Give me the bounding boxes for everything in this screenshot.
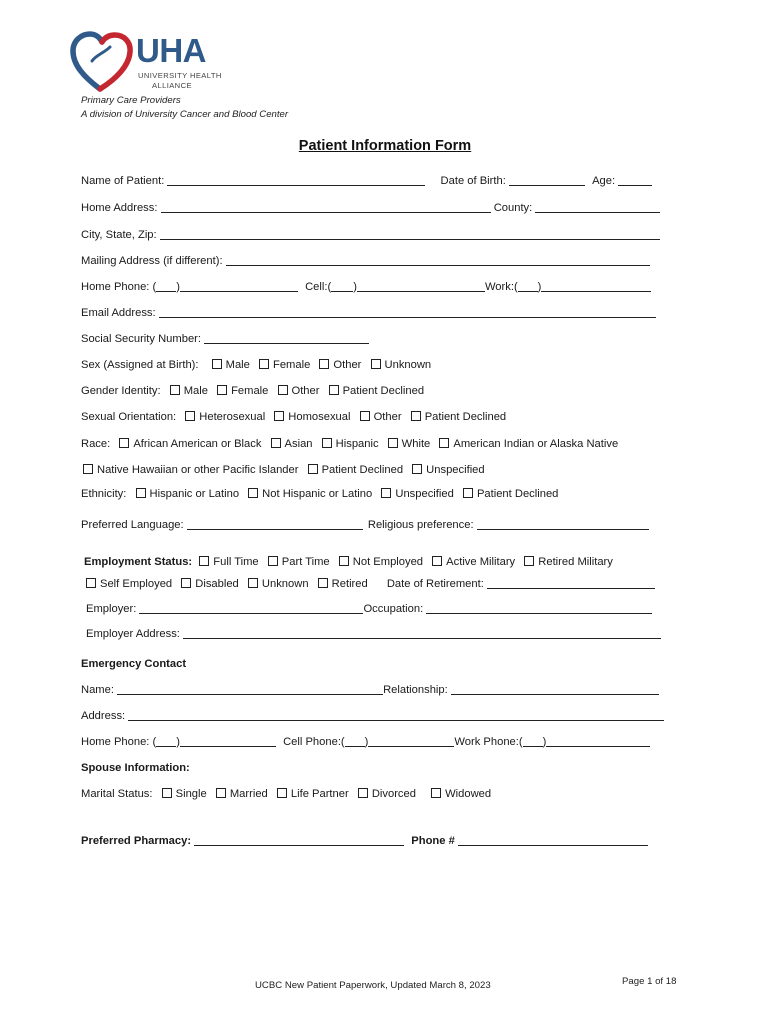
row-marital xyxy=(81,787,491,801)
option-label: African American or Black xyxy=(133,438,262,450)
pharmacy-phone-input-line[interactable] xyxy=(458,834,648,846)
ssn-input-line[interactable] xyxy=(204,332,369,344)
label-religion: Religious preference: xyxy=(367,519,474,531)
work-area-line[interactable] xyxy=(518,280,538,292)
email-input-line[interactable] xyxy=(159,306,656,318)
paren-close: ) xyxy=(353,281,357,293)
language-input-line[interactable] xyxy=(187,518,363,530)
relationship-input-line[interactable] xyxy=(451,683,659,695)
checkbox-gender-declined[interactable] xyxy=(329,385,339,395)
label-phone-number: Phone # xyxy=(411,835,455,847)
row-sex xyxy=(81,358,431,372)
checkbox-marital-widowed[interactable] xyxy=(431,788,441,798)
row-ec-phones xyxy=(81,735,650,749)
uha-logo xyxy=(70,31,230,93)
option-label: Other xyxy=(291,385,320,397)
ec-address-input-line[interactable] xyxy=(128,709,664,721)
paren-close: ) xyxy=(537,281,542,293)
option-label: Female xyxy=(231,385,269,397)
option-label: Full Time xyxy=(213,556,259,568)
option-label: Not Employed xyxy=(352,556,424,568)
checkbox-gender-other[interactable] xyxy=(278,385,288,395)
option-label: White xyxy=(401,438,431,450)
label-county: County: xyxy=(493,202,533,214)
employer-input-line[interactable] xyxy=(139,602,363,614)
label-employer-address: Employer Address: xyxy=(86,628,180,640)
checkbox-orientation-declined[interactable] xyxy=(411,411,421,421)
option-label: Unspecified xyxy=(395,488,454,500)
option-label: Unknown xyxy=(261,578,309,590)
label-relationship: Relationship: xyxy=(383,684,448,696)
ec-work-phone-line[interactable] xyxy=(546,735,650,747)
name-input-line[interactable] xyxy=(167,174,425,186)
home-phone-area-line[interactable] xyxy=(156,280,176,292)
checkbox-marital-divorced[interactable] xyxy=(358,788,368,798)
checkbox-race-native-american[interactable] xyxy=(439,438,449,448)
checkbox-ethnicity-not-hispanic[interactable] xyxy=(248,488,258,498)
label-employment: Employment Status: xyxy=(84,556,193,568)
form-title: Patient Information Form xyxy=(298,138,472,154)
row-mailing xyxy=(81,254,650,268)
home-phone-line[interactable] xyxy=(180,280,298,292)
paren-close: ) xyxy=(176,736,180,748)
row-orientation xyxy=(81,410,506,424)
paren-close: ) xyxy=(176,281,180,293)
page-number: Page 1 of 18 xyxy=(622,976,677,987)
retirement-date-input-line[interactable] xyxy=(487,577,655,589)
row-gender xyxy=(81,384,424,398)
checkbox-race-hawaiian[interactable] xyxy=(83,464,93,474)
checkbox-orientation-other[interactable] xyxy=(360,411,370,421)
option-label: Disabled xyxy=(195,578,239,590)
mailing-input-line[interactable] xyxy=(226,254,650,266)
label-city: City, State, Zip: xyxy=(81,229,157,241)
label-ec-home-phone: Home Phone: ( xyxy=(81,736,157,748)
label-ec-address: Address: xyxy=(81,710,126,722)
option-label: Retired xyxy=(331,578,368,590)
label-name: Name of Patient: xyxy=(81,175,165,187)
checkbox-employment-retired-military[interactable] xyxy=(524,556,534,566)
option-label: Native Hawaiian or other Pacific Islander xyxy=(97,464,299,476)
row-employment-2 xyxy=(86,577,655,591)
label-race: Race: xyxy=(81,438,111,450)
religion-input-line[interactable] xyxy=(477,518,649,530)
option-label: Widowed xyxy=(445,788,492,800)
checkbox-employment-active-military[interactable] xyxy=(432,556,442,566)
option-label: Unspecified xyxy=(426,464,485,476)
pharmacy-input-line[interactable] xyxy=(194,834,404,846)
checkbox-marital-married[interactable] xyxy=(216,788,226,798)
work-phone-line[interactable] xyxy=(541,280,651,292)
row-pharmacy xyxy=(81,834,648,848)
employer-address-input-line[interactable] xyxy=(183,627,661,639)
label-ssn: Social Security Number: xyxy=(81,333,201,345)
section-spouse-information: Spouse Information: xyxy=(81,762,190,774)
cell-phone-line[interactable] xyxy=(357,280,485,292)
checkbox-race-unspecified[interactable] xyxy=(412,464,422,474)
label-language: Preferred Language: xyxy=(81,519,184,531)
option-label: Patient Declined xyxy=(342,385,425,397)
paren-close: ) xyxy=(364,736,369,748)
label-age: Age: xyxy=(592,175,616,187)
checkbox-employment-part-time[interactable] xyxy=(268,556,278,566)
label-email: Email Address: xyxy=(81,307,156,319)
row-employer xyxy=(86,602,652,616)
checkbox-race-hispanic[interactable] xyxy=(322,438,332,448)
option-label: Patient Declined xyxy=(424,411,507,423)
checkbox-sex-male[interactable] xyxy=(212,359,222,369)
checkbox-employment-not-employed[interactable] xyxy=(339,556,349,566)
option-label: Unknown xyxy=(384,359,432,371)
label-ec-name: Name: xyxy=(81,684,114,696)
label-ec-work: Work Phone:( xyxy=(454,736,523,748)
checkbox-marital-life-partner[interactable] xyxy=(277,788,287,798)
ec-home-area-line[interactable] xyxy=(156,735,176,747)
occupation-input-line[interactable] xyxy=(426,602,652,614)
option-label: Male xyxy=(183,385,208,397)
row-phones xyxy=(81,280,651,294)
option-label: Other xyxy=(373,411,402,423)
footer-note: UCBC New Patient Paperwork, Updated March 8, 2023 xyxy=(255,980,491,991)
label-ethnicity: Ethnicity: xyxy=(81,488,127,500)
option-label: Divorced xyxy=(371,788,416,800)
logo-subtitle-2: ALLIANCE xyxy=(152,81,192,90)
row-email xyxy=(81,306,656,320)
row-city xyxy=(81,228,660,242)
option-label: Married xyxy=(229,788,268,800)
label-pharmacy: Preferred Pharmacy: xyxy=(81,835,192,847)
option-label: Retired Military xyxy=(538,556,613,568)
label-dob: Date of Birth: xyxy=(440,175,506,187)
checkbox-employment-disabled[interactable] xyxy=(181,578,191,588)
row-employer-address xyxy=(86,627,661,641)
checkbox-gender-female[interactable] xyxy=(217,385,227,395)
label-employer: Employer: xyxy=(86,603,137,615)
tagline-primary: Primary Care Providers xyxy=(81,95,181,106)
label-sex: Sex (Assigned at Birth): xyxy=(81,359,199,371)
row-language xyxy=(81,518,649,532)
checkbox-ethnicity-declined[interactable] xyxy=(463,488,473,498)
option-label: Other xyxy=(333,359,362,371)
label-cell: Cell:( xyxy=(305,281,332,293)
checkbox-marital-single[interactable] xyxy=(162,788,172,798)
checkbox-employment-retired[interactable] xyxy=(318,578,328,588)
ec-name-input-line[interactable] xyxy=(117,683,383,695)
option-label: Patient Declined xyxy=(476,488,559,500)
option-label: Asian xyxy=(284,438,313,450)
option-label: American Indian or Alaska Native xyxy=(453,438,619,450)
option-label: Single xyxy=(175,788,207,800)
checkbox-race-white[interactable] xyxy=(388,438,398,448)
checkbox-gender-male[interactable] xyxy=(170,385,180,395)
logo-wordmark: UHA xyxy=(136,32,206,69)
option-label: Hispanic xyxy=(335,438,379,450)
checkbox-employment-unknown[interactable] xyxy=(248,578,258,588)
row-home-address xyxy=(81,201,660,215)
logo-subtitle-1: UNIVERSITY HEALTH xyxy=(138,71,222,80)
ec-work-area-line[interactable] xyxy=(523,735,543,747)
city-input-line[interactable] xyxy=(160,228,660,240)
option-label: Self Employed xyxy=(100,578,173,590)
option-label: Homosexual xyxy=(288,411,351,423)
ec-home-phone-line[interactable] xyxy=(180,735,276,747)
row-employment xyxy=(84,555,613,569)
label-mailing: Mailing Address (if different): xyxy=(81,255,223,267)
paren-close: ) xyxy=(542,736,547,748)
row-race-2 xyxy=(81,463,485,477)
age-input-line[interactable] xyxy=(618,174,652,186)
row-ec-address xyxy=(81,709,664,723)
checkbox-race-black[interactable] xyxy=(119,438,129,448)
tagline-division: A division of University Cancer and Blood Center xyxy=(81,109,289,120)
ec-cell-area-line[interactable] xyxy=(345,735,365,747)
option-label: Heterosexual xyxy=(199,411,266,423)
checkbox-sex-female[interactable] xyxy=(259,359,269,369)
checkbox-orientation-homo[interactable] xyxy=(274,411,284,421)
label-occupation: Occupation: xyxy=(363,603,424,615)
option-label: Hispanic or Latino xyxy=(149,488,240,500)
option-label: Male xyxy=(225,359,250,371)
checkbox-race-asian[interactable] xyxy=(271,438,281,448)
label-marital: Marital Status: xyxy=(81,788,153,800)
home-address-input-line[interactable] xyxy=(161,201,491,213)
option-label: Not Hispanic or Latino xyxy=(262,488,373,500)
option-label: Life Partner xyxy=(290,788,349,800)
row-ethnicity xyxy=(81,487,558,501)
label-retirement-date: Date of Retirement: xyxy=(386,578,484,590)
checkbox-orientation-hetero[interactable] xyxy=(185,411,195,421)
label-home-address: Home Address: xyxy=(81,202,158,214)
section-emergency-contact: Emergency Contact xyxy=(81,658,187,670)
row-ec-name xyxy=(81,683,659,697)
row-ssn xyxy=(81,332,369,346)
option-label: Female xyxy=(273,359,311,371)
label-work: Work:( xyxy=(484,281,518,293)
ec-cell-phone-line[interactable] xyxy=(368,735,454,747)
label-home-phone: Home Phone: ( xyxy=(81,281,157,293)
heart-logo-icon xyxy=(70,31,134,93)
label-orientation: Sexual Orientation: xyxy=(81,411,177,423)
row-race xyxy=(81,437,618,451)
checkbox-race-declined[interactable] xyxy=(308,464,318,474)
option-label: Patient Declined xyxy=(321,464,404,476)
dob-input-line[interactable] xyxy=(509,174,585,186)
option-label: Active Military xyxy=(446,556,516,568)
label-gender: Gender Identity: xyxy=(81,385,161,397)
option-label: Part Time xyxy=(281,556,330,568)
checkbox-employment-self-employed[interactable] xyxy=(86,578,96,588)
label-ec-cell: Cell Phone:( xyxy=(283,736,345,748)
checkbox-ethnicity-unspecified[interactable] xyxy=(381,488,391,498)
checkbox-employment-full-time[interactable] xyxy=(199,556,209,566)
row-name xyxy=(81,174,652,188)
checkbox-sex-unknown[interactable] xyxy=(371,359,381,369)
cell-area-line[interactable] xyxy=(331,280,353,292)
checkbox-sex-other[interactable] xyxy=(319,359,329,369)
checkbox-ethnicity-hispanic[interactable] xyxy=(136,488,146,498)
county-input-line[interactable] xyxy=(535,201,660,213)
